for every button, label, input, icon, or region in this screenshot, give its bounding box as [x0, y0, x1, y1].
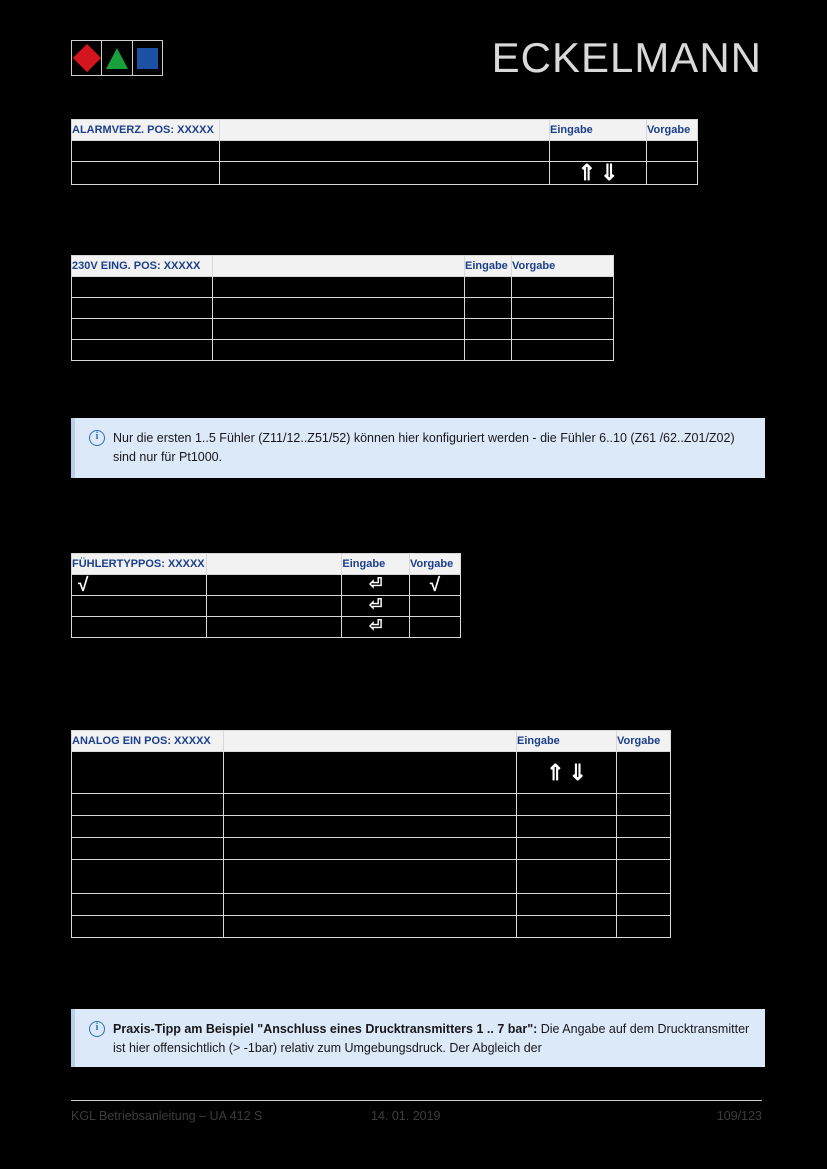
table-header-eingabe: Eingabe: [550, 120, 647, 141]
cell-label: [72, 575, 207, 596]
table-header-blank: [220, 120, 550, 141]
table-row: [72, 277, 614, 298]
table-row: [72, 752, 671, 794]
cell-label: [72, 916, 224, 938]
cell-desc: [224, 838, 517, 860]
cell-eingabe: [517, 794, 617, 816]
cell-eingabe: [517, 916, 617, 938]
cell-eingabe: [342, 617, 410, 638]
table-row: [72, 298, 614, 319]
cell-vorgabe: [617, 816, 671, 838]
cell-eingabe: [517, 894, 617, 916]
cell-vorgabe: [617, 894, 671, 916]
cell-desc: [224, 916, 517, 938]
arrow-up-icon: ⇑: [546, 759, 565, 785]
table-title: FÜHLERTYPPOS: XXXXX: [72, 554, 207, 575]
cell-vorgabe: [512, 298, 614, 319]
table-header-blank: [207, 554, 342, 575]
cell-desc: [224, 794, 517, 816]
cell-eingabe: [465, 277, 512, 298]
arrow-down-icon: ⇓: [568, 759, 587, 785]
cell-desc: [224, 752, 517, 794]
arrow-pair: [550, 162, 646, 184]
cell-label: [72, 860, 224, 894]
table-row: [72, 794, 671, 816]
cell-eingabe: [517, 860, 617, 894]
cell-desc: [213, 340, 465, 361]
table-header-row: [72, 120, 698, 141]
logo-cell-3: [133, 41, 162, 75]
table-header-vorgabe: Vorgabe: [512, 256, 614, 277]
arrow-down-icon: ⇓: [600, 160, 619, 185]
cell-desc: [213, 298, 465, 319]
table-row: [72, 860, 671, 894]
table-header-row: [72, 731, 671, 752]
table-row: [72, 894, 671, 916]
cell-vorgabe: [647, 162, 698, 185]
table-title: 230V EING. POS: XXXXX: [72, 256, 213, 277]
diamond-icon: [73, 44, 101, 72]
company-logo: [71, 40, 163, 76]
table-row: [72, 838, 671, 860]
cell-vorgabe: [512, 340, 614, 361]
cell-desc: [224, 816, 517, 838]
table-header-vorgabe: Vorgabe: [647, 120, 698, 141]
note-text: Nur die ersten 1..5 Fühler (Z11/12..Z51/52) können hier konfiguriert werden - die Fühler 6..10 (Z61 /62..Z01/Z02) sind nur für Pt1000.: [113, 431, 735, 464]
triangle-icon: [106, 48, 128, 69]
cell-desc: [220, 141, 550, 162]
table-row: [72, 162, 698, 185]
cell-vorgabe: [647, 141, 698, 162]
square-icon: [137, 48, 158, 69]
arrow-pair: [517, 759, 616, 785]
table-header-blank: [213, 256, 465, 277]
table-row: [72, 575, 461, 596]
cell-eingabe: [465, 319, 512, 340]
cell-vorgabe: [512, 277, 614, 298]
cell-vorgabe: [617, 794, 671, 816]
cell-desc: [220, 162, 550, 185]
cell-desc: [213, 319, 465, 340]
cell-desc: [224, 894, 517, 916]
table-row: [72, 816, 671, 838]
footer-document-title: KGL Betriebsanleitung – UA 412 S: [71, 1109, 263, 1123]
footer-page-number: 109/123: [716, 1109, 762, 1123]
cell-vorgabe: [410, 596, 461, 617]
cell-desc: [213, 277, 465, 298]
cell-label: [72, 596, 207, 617]
table-alarmverz: [71, 119, 698, 185]
table-header-vorgabe: Vorgabe: [617, 731, 671, 752]
cell-vorgabe: [617, 860, 671, 894]
table-fuehlertyp: [71, 553, 461, 638]
cell-desc: [207, 617, 342, 638]
page-footer: [71, 1100, 762, 1131]
cell-eingabe: [342, 596, 410, 617]
cell-desc: [207, 575, 342, 596]
cell-label: [72, 794, 224, 816]
enter-key-icon: ⏎: [369, 618, 383, 635]
table-header-blank: [224, 731, 517, 752]
footer-date: 14. 01. 2019: [371, 1109, 441, 1123]
cell-eingabe: [342, 575, 410, 596]
table-title: ALARMVERZ. POS: XXXXX: [72, 120, 220, 141]
cell-label: [72, 162, 220, 185]
info-icon: i: [89, 1021, 105, 1037]
check-icon: √: [78, 574, 89, 596]
cell-desc: [224, 860, 517, 894]
cell-eingabe: [465, 298, 512, 319]
table-header-row: [72, 554, 461, 575]
cell-label: [72, 319, 213, 340]
cell-vorgabe: [617, 752, 671, 794]
table-row: [72, 141, 698, 162]
table-row: [72, 340, 614, 361]
enter-key-icon: ⏎: [369, 597, 383, 614]
cell-label: [72, 277, 213, 298]
cell-eingabe: [517, 838, 617, 860]
cell-vorgabe: [410, 575, 461, 596]
cell-label: [72, 894, 224, 916]
cell-eingabe: [517, 752, 617, 794]
cell-eingabe: [550, 141, 647, 162]
note-text: Die Angabe auf dem Drucktransmitter ist hier offensichtlich (> -1bar) relativ zum Umgebungsdruck. Der Abgleich der: [113, 1022, 750, 1055]
cell-vorgabe: [617, 916, 671, 938]
table-title: ANALOG EIN POS: XXXXX: [72, 731, 224, 752]
table-header-eingabe: Eingabe: [465, 256, 512, 277]
cell-vorgabe: [617, 838, 671, 860]
cell-label: [72, 816, 224, 838]
check-icon: √: [429, 574, 441, 596]
info-icon: i: [89, 430, 105, 446]
table-row: [72, 617, 461, 638]
note-fuehler: [71, 418, 765, 478]
table-analog-ein: [71, 730, 671, 938]
logo-cell-1: [72, 41, 102, 75]
cell-eingabe: [550, 162, 647, 185]
cell-eingabe: [465, 340, 512, 361]
cell-vorgabe: [410, 617, 461, 638]
table-row: [72, 319, 614, 340]
cell-label: [72, 752, 224, 794]
arrow-up-icon: ⇑: [577, 160, 596, 185]
cell-label: [72, 340, 213, 361]
cell-desc: [207, 596, 342, 617]
page-header: [71, 30, 762, 90]
note-praxistipp: [71, 1009, 765, 1067]
cell-vorgabe: [512, 319, 614, 340]
cell-label: [72, 838, 224, 860]
table-header-vorgabe: Vorgabe: [410, 554, 461, 575]
table-header-eingabe: Eingabe: [517, 731, 617, 752]
table-row: [72, 596, 461, 617]
table-header-eingabe: Eingabe: [342, 554, 410, 575]
brand-title: ECKELMANN: [491, 34, 762, 81]
cell-eingabe: [517, 816, 617, 838]
table-230v-eing: [71, 255, 614, 361]
logo-cell-2: [102, 41, 132, 75]
enter-key-icon: ⏎: [369, 576, 383, 593]
note-bold-lead: Praxis-Tipp am Beispiel "Anschluss eines Drucktransmitters 1 .. 7 bar":: [113, 1022, 538, 1036]
table-row: [72, 916, 671, 938]
table-header-row: [72, 256, 614, 277]
cell-label: [72, 141, 220, 162]
cell-label: [72, 617, 207, 638]
cell-label: [72, 298, 213, 319]
